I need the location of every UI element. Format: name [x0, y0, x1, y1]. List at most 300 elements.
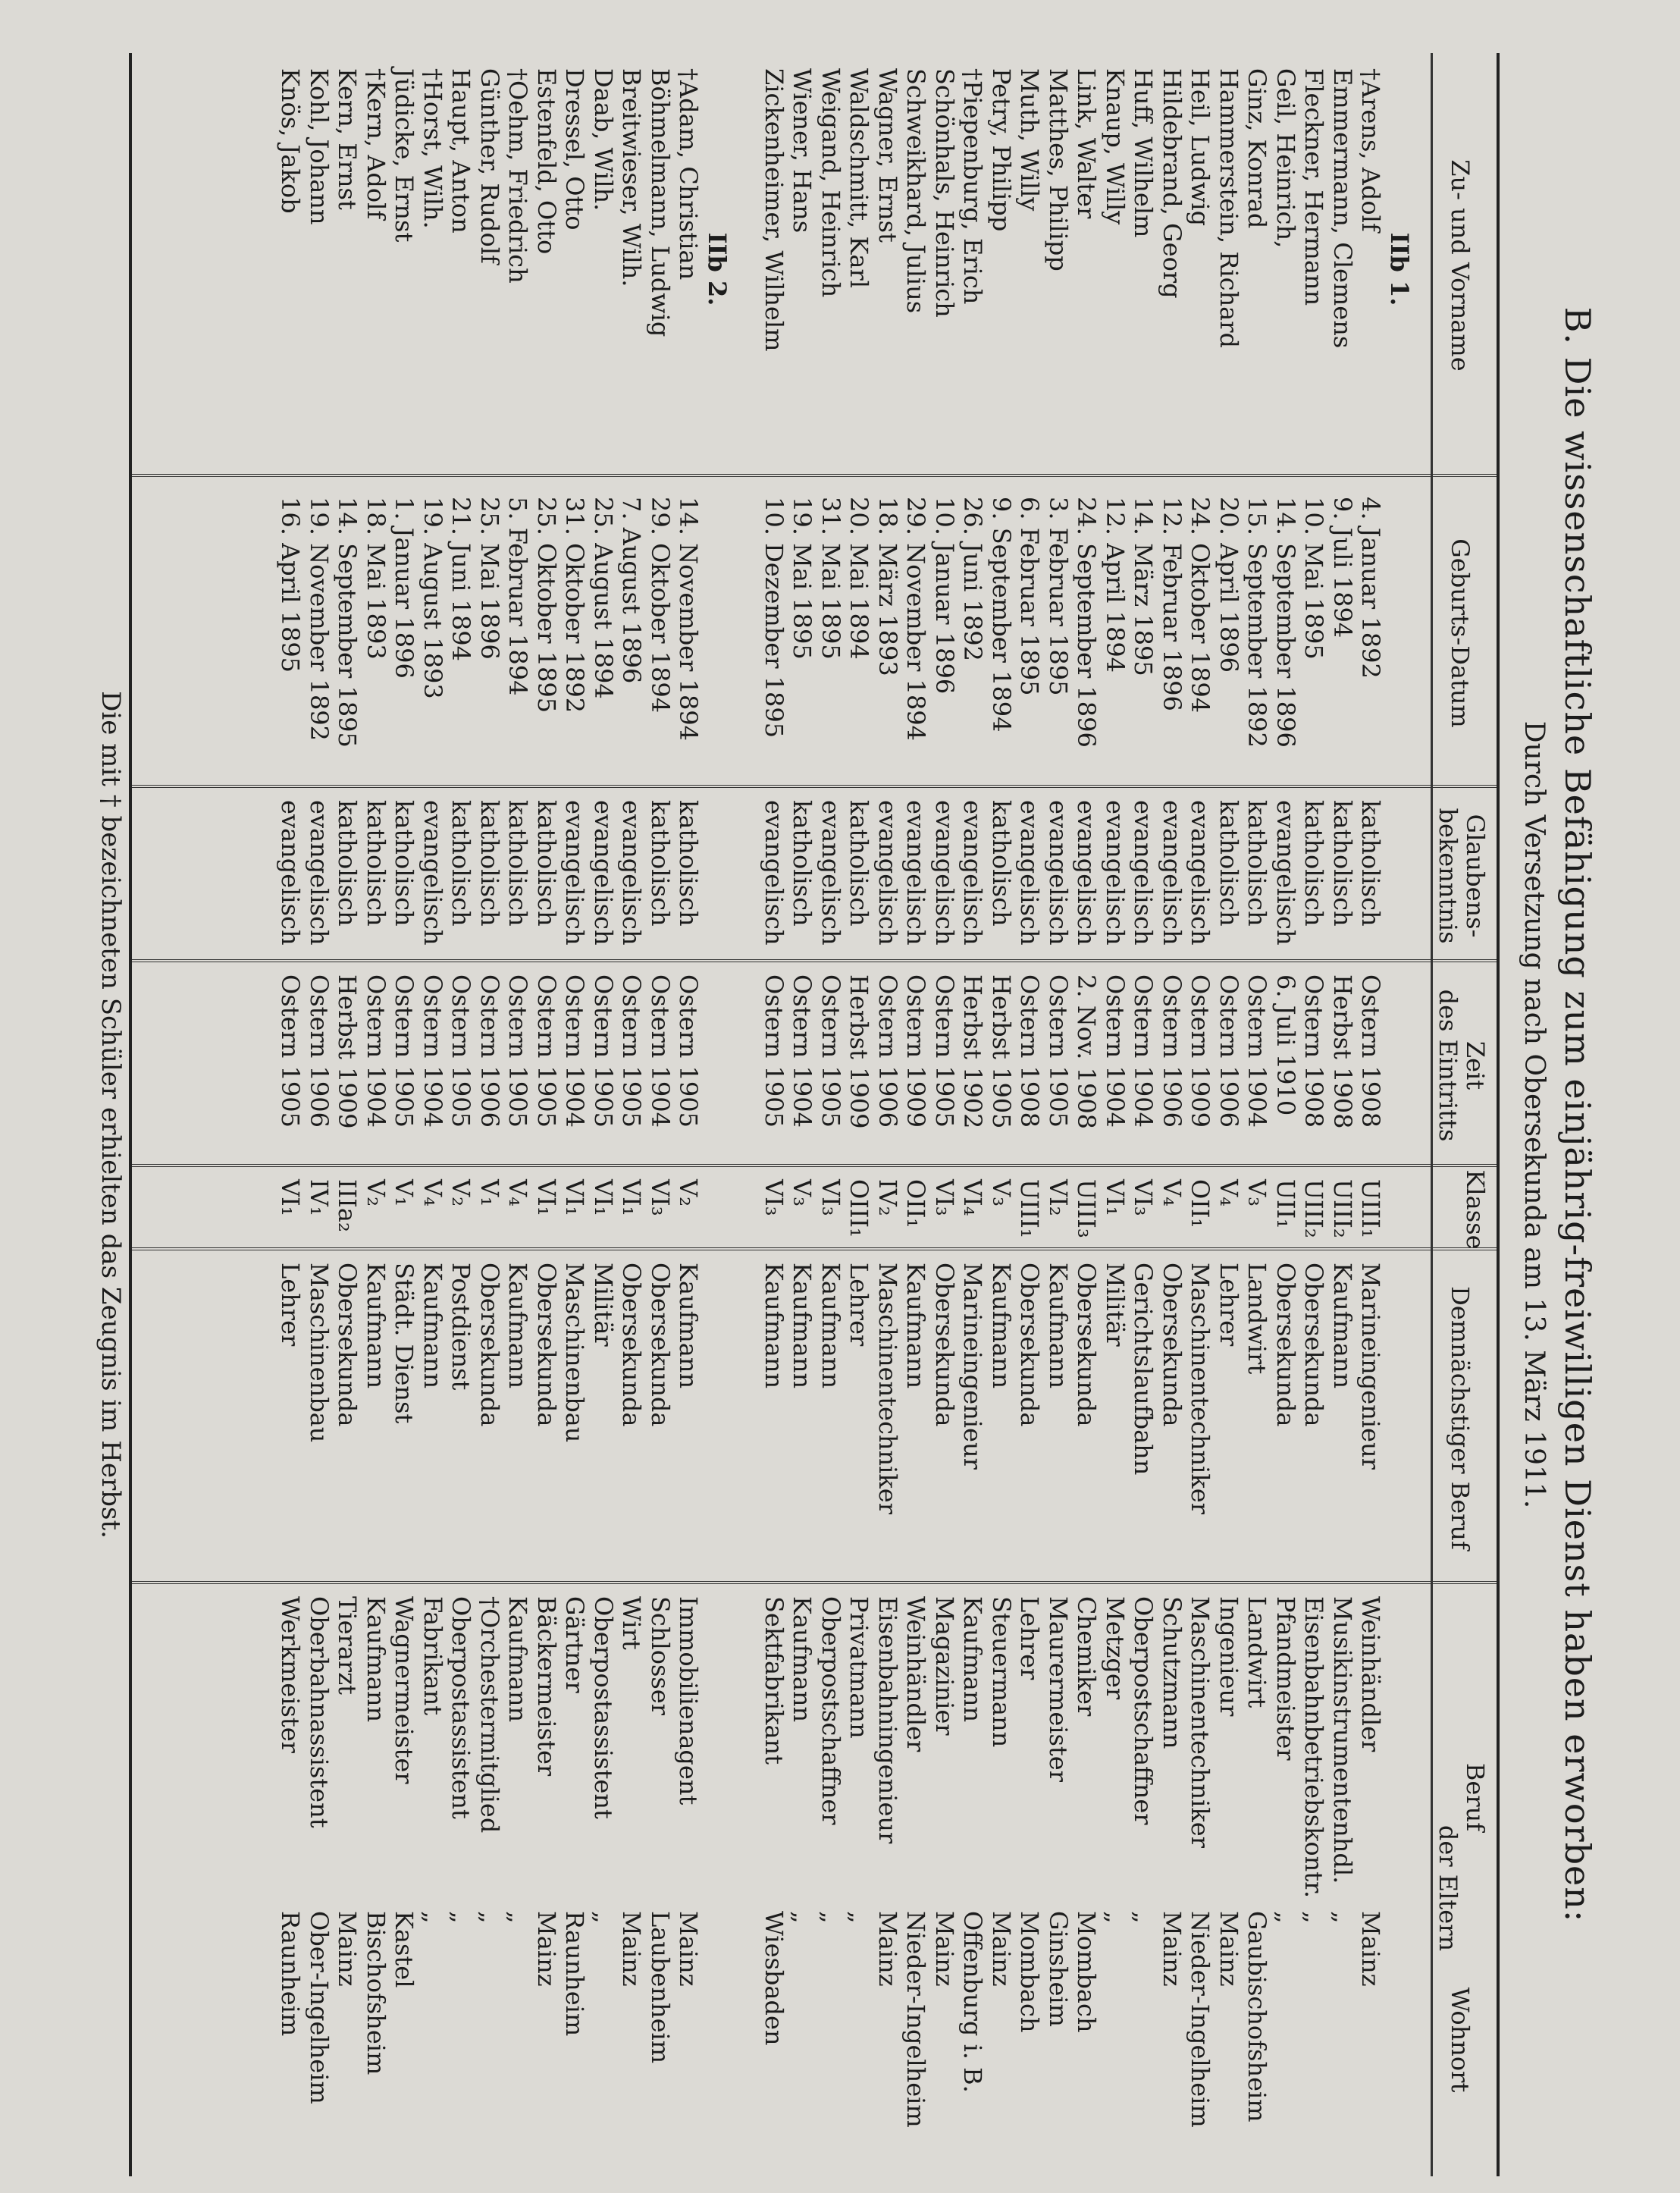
- section-gap: [731, 68, 760, 470]
- section-spacer: [1385, 1911, 1414, 2169]
- header-rule: [1431, 53, 1433, 2176]
- cell-residence: Kastel: [390, 1911, 419, 1988]
- cell-entry: Ostern 1905: [503, 974, 533, 1128]
- cell-name: †Arens, Adolf: [1356, 68, 1386, 232]
- header-religion-line1: Glaubens-: [1461, 814, 1490, 938]
- cell-religion: evangelisch: [958, 800, 988, 946]
- cell-religion: evangelisch: [1158, 800, 1186, 946]
- cell-entry: Ostern 1908: [1015, 974, 1045, 1128]
- cell-klasse: IIIa₂: [333, 1179, 362, 1232]
- cell-birth: 15. September 1892: [1243, 497, 1272, 748]
- cell-religion: katholisch: [1215, 800, 1243, 927]
- cell-religion: evangelisch: [901, 800, 931, 946]
- section-label: IIb 2.: [703, 232, 732, 306]
- column-rule-4: [132, 1164, 1497, 1167]
- cell-career: Marineingenieur: [958, 1263, 988, 1470]
- cell-entry: Ostern 1905: [674, 974, 704, 1128]
- cell-birth: 31. Mai 1895: [816, 497, 845, 660]
- cell-religion: katholisch: [788, 800, 817, 927]
- section-gap: [731, 800, 760, 959]
- cell-birth: 25. Oktober 1895: [532, 497, 561, 714]
- cell-career: Kaufmann: [901, 1263, 931, 1389]
- cell-name: Daab, Wilh.: [589, 68, 618, 212]
- cell-religion: evangelisch: [305, 800, 334, 946]
- cell-entry: Ostern 1904: [362, 974, 390, 1128]
- cell-klasse: VI₄: [958, 1179, 988, 1216]
- cell-career: Obersekunda: [1015, 1263, 1045, 1427]
- cell-religion: evangelisch: [1186, 800, 1215, 946]
- cell-religion: katholisch: [532, 800, 561, 927]
- cell-klasse: V₃: [788, 1179, 817, 1206]
- cell-career: Lehrer: [845, 1263, 874, 1347]
- cell-religion: katholisch: [845, 800, 874, 927]
- cell-birth: 9. Juli 1894: [1328, 497, 1357, 638]
- cell-career: Kaufmann: [1328, 1263, 1357, 1389]
- cell-parent: Weinhändler: [1356, 1596, 1386, 1752]
- cell-name: Wagner, Ernst: [873, 68, 902, 243]
- cell-parent: Schlosser: [646, 1596, 675, 1716]
- cell-residence: Offenburg i. B.: [958, 1911, 988, 2093]
- cell-entry: Ostern 1909: [901, 974, 931, 1128]
- cell-name: Dressel, Otto: [560, 68, 590, 231]
- section-gap: [731, 1179, 760, 1247]
- cell-klasse: VI₁: [560, 1179, 590, 1216]
- cell-entry: Ostern 1904: [646, 974, 675, 1128]
- cell-career: Landwirt: [1243, 1263, 1272, 1375]
- cell-klasse: UIII₁: [1015, 1179, 1045, 1238]
- cell-parent: Weinhändler: [901, 1596, 931, 1752]
- cell-religion: katholisch: [674, 800, 704, 927]
- cell-parent: Kaufmann: [362, 1596, 390, 1723]
- cell-residence: Ginsheim: [1044, 1911, 1073, 2027]
- cell-career: Maschinentechniker: [873, 1263, 902, 1514]
- cell-entry: Ostern 1904: [418, 974, 447, 1128]
- cell-parent: Immobilienagent: [674, 1596, 704, 1806]
- cell-entry: Ostern 1904: [1101, 974, 1130, 1128]
- section-spacer: [703, 1263, 732, 1581]
- cell-entry: Ostern 1905: [532, 974, 561, 1128]
- cell-religion: katholisch: [1328, 800, 1357, 927]
- section-spacer: [703, 974, 732, 1164]
- cell-parent: Fabrikant: [418, 1596, 447, 1716]
- cell-religion: katholisch: [475, 800, 504, 927]
- cell-name: Waldschmitt, Karl: [845, 68, 874, 289]
- cell-residence: Mainz: [930, 1911, 959, 1987]
- cell-klasse: V₄: [1215, 1179, 1243, 1206]
- header-birth-label: Geburts-Datum: [1446, 538, 1475, 728]
- cell-parent: Oberpostschaffner: [1129, 1596, 1158, 1825]
- cell-entry: Ostern 1908: [1299, 974, 1329, 1128]
- cell-religion: evangelisch: [589, 800, 618, 946]
- cell-residence: Mainz: [674, 1911, 704, 1987]
- cell-birth: 21. Juni 1894: [447, 497, 476, 661]
- cell-entry: Ostern 1905: [447, 974, 476, 1128]
- cell-residence: Raunheim: [276, 1911, 306, 2037]
- cell-entry: Ostern 1904: [560, 974, 590, 1128]
- header-parent-line2: der Eltern: [1434, 1824, 1462, 1952]
- cell-entry: Herbst 1908: [1328, 974, 1357, 1129]
- header-class: [1462, 1168, 1489, 1251]
- section-gap: [731, 974, 760, 1164]
- cell-career: Militär: [589, 1263, 618, 1347]
- cell-residence: „: [816, 1911, 845, 1924]
- cell-religion: evangelisch: [560, 800, 590, 946]
- cell-name: Knaup, Willy: [1101, 68, 1130, 225]
- cell-klasse: VI₁: [589, 1179, 618, 1216]
- cell-parent: Kaufmann: [958, 1596, 988, 1723]
- cell-residence: „: [1271, 1911, 1300, 1924]
- section-spacer: [1385, 800, 1414, 959]
- cell-parent: Landwirt: [1243, 1596, 1272, 1708]
- section-spacer: [703, 800, 732, 959]
- section-spacer: [703, 497, 732, 785]
- cell-name: †Adam, Christian: [674, 68, 704, 281]
- cell-name: †Horst, Wilh.: [418, 68, 447, 229]
- cell-name: Knös, Jakob: [276, 68, 306, 214]
- cell-name: †Kern, Adolf: [362, 68, 390, 220]
- cell-religion: evangelisch: [1072, 800, 1102, 946]
- cell-parent: †Orchestermitglied: [475, 1596, 504, 1834]
- page-title: B. Die wissenschaftliche Befähigung zum einjährig-freiwilligen Dienst haben erworben:: [1557, 306, 1598, 1923]
- cell-career: Kaufmann: [816, 1263, 845, 1389]
- cell-religion: evangelisch: [1271, 800, 1300, 946]
- cell-entry: Ostern 1905: [617, 974, 647, 1128]
- cell-klasse: V₄: [503, 1179, 533, 1206]
- cell-residence: „: [503, 1911, 533, 1924]
- cell-residence: „: [1328, 1911, 1357, 1924]
- cell-klasse: VI₂: [1044, 1179, 1073, 1216]
- cell-residence: Mainz: [987, 1911, 1016, 1987]
- cell-residence: Mainz: [1356, 1911, 1386, 1987]
- cell-klasse: VI₁: [532, 1179, 561, 1216]
- section-gap: [731, 497, 760, 785]
- cell-religion: katholisch: [390, 800, 419, 927]
- cell-parent: Steuermann: [987, 1596, 1016, 1748]
- cell-birth: 29. November 1894: [901, 497, 931, 742]
- cell-entry: Ostern 1904: [1243, 974, 1272, 1128]
- cell-name: Muth, Willy: [1015, 68, 1045, 212]
- cell-career: Obersekunda: [1158, 1263, 1186, 1427]
- cell-religion: katholisch: [1356, 800, 1386, 927]
- cell-klasse: V₄: [418, 1179, 447, 1206]
- cell-entry: Herbst 1902: [958, 974, 988, 1129]
- cell-entry: Ostern 1905: [1044, 974, 1073, 1128]
- cell-birth: 19. November 1892: [305, 497, 334, 742]
- cell-klasse: V₂: [362, 1179, 390, 1206]
- cell-parent: Ingenieur: [1215, 1596, 1243, 1717]
- cell-birth: 12. Februar 1896: [1158, 497, 1186, 711]
- cell-parent: Magazinier: [930, 1596, 959, 1736]
- cell-klasse: VI₁: [1101, 1179, 1130, 1216]
- cell-entry: Ostern 1905: [390, 974, 419, 1128]
- header-entry-line1: Zeit: [1461, 1040, 1490, 1090]
- cell-parent: Lehrer: [1015, 1596, 1045, 1680]
- cell-career: Gerichtslaufbahn: [1129, 1263, 1158, 1476]
- cell-klasse: V₄: [1158, 1179, 1186, 1206]
- cell-klasse: OII₁: [901, 1179, 931, 1228]
- cell-career: Kaufmann: [503, 1263, 533, 1389]
- cell-entry: Ostern 1906: [873, 974, 902, 1128]
- cell-entry: Ostern 1905: [760, 974, 788, 1128]
- cell-entry: Ostern 1905: [589, 974, 618, 1128]
- column-rule-2: [132, 785, 1497, 788]
- cell-birth: 4. Januar 1892: [1356, 497, 1386, 679]
- cell-birth: 29. Oktober 1894: [646, 497, 675, 714]
- cell-birth: 20. Mai 1894: [845, 497, 874, 660]
- cell-parent: Oberpostassistent: [447, 1596, 476, 1819]
- cell-birth: 6. Februar 1895: [1015, 497, 1045, 696]
- cell-name: Breitwieser, Wilh.: [617, 68, 647, 287]
- cell-klasse: V₁: [390, 1179, 419, 1206]
- cell-entry: Herbst 1909: [845, 974, 874, 1129]
- cell-birth: 5. Februar 1894: [503, 497, 533, 696]
- header-religion: [1434, 789, 1489, 963]
- cell-religion: katholisch: [503, 800, 533, 927]
- cell-birth: 14. März 1895: [1129, 497, 1158, 676]
- cell-career: Obersekunda: [930, 1263, 959, 1427]
- cell-parent: Wirt: [617, 1596, 647, 1650]
- cell-klasse: UIII₂: [1328, 1179, 1357, 1238]
- cell-klasse: UII₁: [1271, 1179, 1300, 1229]
- cell-religion: evangelisch: [1044, 800, 1073, 946]
- col-entry: [276, 974, 1413, 1164]
- col-class: [276, 1179, 1413, 1247]
- cell-religion: katholisch: [1243, 800, 1272, 927]
- cell-residence: Mainz: [617, 1911, 647, 1987]
- cell-religion: evangelisch: [1129, 800, 1158, 946]
- cell-parent: Wagnermeister: [390, 1596, 419, 1784]
- cell-entry: Herbst 1905: [987, 974, 1016, 1129]
- cell-career: Obersekunda: [532, 1263, 561, 1427]
- cell-klasse: IV₂: [873, 1179, 902, 1216]
- cell-name: Link, Walter: [1072, 68, 1102, 219]
- cell-name: Petry, Philipp: [987, 68, 1016, 232]
- cell-klasse: VI₃: [816, 1179, 845, 1216]
- cell-career: Kaufmann: [1044, 1263, 1073, 1389]
- cell-entry: Ostern 1905: [930, 974, 959, 1128]
- cell-name: Kohl, Johann: [305, 68, 334, 225]
- cell-entry: Ostern 1906: [305, 974, 334, 1128]
- cell-career: Obersekunda: [333, 1263, 362, 1427]
- cell-career: Obersekunda: [1271, 1263, 1300, 1427]
- column-rule-5: [132, 1247, 1497, 1250]
- section-label: IIb 1.: [1385, 232, 1414, 306]
- cell-residence: Mombach: [1015, 1911, 1045, 2033]
- header-entry: [1434, 963, 1489, 1168]
- cell-residence: Raunheim: [560, 1911, 590, 2037]
- cell-parent: Chemiker: [1072, 1596, 1102, 1717]
- cell-klasse: V₂: [447, 1179, 476, 1206]
- cell-birth: 24. Oktober 1894: [1186, 497, 1215, 714]
- footnote: Die mit † bezeichneten Schüler erhielten das Zeugnis im Herbst.: [96, 691, 126, 1539]
- cell-name: Jüdicke, Ernst: [390, 68, 419, 243]
- cell-career: Kaufmann: [674, 1263, 704, 1389]
- cell-birth: 14. September 1895: [333, 497, 362, 748]
- cell-career: Kaufmann: [760, 1263, 788, 1389]
- cell-name: Geil, Heinrich,: [1271, 68, 1300, 249]
- cell-birth: 10. Januar 1896: [930, 497, 959, 695]
- cell-birth: 14. November 1894: [674, 497, 704, 742]
- column-rule-3: [132, 959, 1497, 962]
- cell-career: Kaufmann: [418, 1263, 447, 1389]
- cell-entry: Ostern 1904: [1129, 974, 1158, 1128]
- cell-career: Obersekunda: [475, 1263, 504, 1427]
- cell-klasse: V₂: [674, 1179, 704, 1206]
- column-rule-1: [132, 474, 1497, 477]
- cell-entry: 6. Juli 1910: [1271, 974, 1300, 1116]
- col-name: [276, 68, 1413, 470]
- cell-entry: Ostern 1904: [788, 974, 817, 1128]
- cell-birth: 26. Juni 1892: [958, 497, 988, 661]
- header-career: [1446, 1251, 1474, 1585]
- cell-name: Wiener, Hans: [788, 68, 817, 234]
- cell-parent: Oberpostschaffner: [816, 1596, 845, 1825]
- cell-religion: evangelisch: [276, 800, 306, 946]
- cell-religion: katholisch: [333, 800, 362, 927]
- cell-name: †Piepenburg, Erich: [958, 68, 988, 305]
- cell-klasse: V₃: [1243, 1179, 1272, 1206]
- section-spacer: [1385, 974, 1414, 1164]
- cell-entry: Ostern 1906: [1158, 974, 1186, 1128]
- cell-residence: Bischofsheim: [362, 1911, 390, 2075]
- cell-klasse: VI₃: [646, 1179, 675, 1216]
- cell-name: Fleckner, Hermann: [1299, 68, 1329, 306]
- header-parent-line1: Beruf: [1461, 1762, 1490, 1832]
- cell-residence: Mainz: [333, 1911, 362, 1987]
- cell-parent: Werkmeister: [276, 1596, 306, 1753]
- cell-birth: 10. Dezember 1895: [760, 497, 788, 739]
- section-spacer: [703, 1596, 732, 1900]
- cell-religion: evangelisch: [1101, 800, 1130, 946]
- cell-name: Heil, Ludwig: [1186, 68, 1215, 227]
- cell-career: Obersekunda: [646, 1263, 675, 1427]
- cell-klasse: OII₁: [1186, 1179, 1215, 1228]
- cell-name: Schönhals, Heinrich: [930, 68, 959, 318]
- cell-religion: evangelisch: [930, 800, 959, 946]
- cell-parent: Bäckermeister: [532, 1596, 561, 1777]
- cell-klasse: VI₁: [617, 1179, 647, 1216]
- col-religion: [276, 800, 1413, 959]
- cell-entry: Ostern 1909: [1186, 974, 1215, 1128]
- page-subtitle: Durch Versetzung nach Obersekunda am 13. März 1911.: [1519, 720, 1550, 1509]
- cell-career: Städt. Dienst: [390, 1263, 419, 1424]
- cell-career: Maschinenbau: [560, 1263, 590, 1443]
- cell-klasse: UIII₃: [1072, 1179, 1102, 1238]
- cell-klasse: VI₁: [276, 1179, 306, 1216]
- cell-religion: katholisch: [1299, 800, 1329, 927]
- cell-career: Kaufmann: [362, 1263, 390, 1389]
- cell-birth: 12. April 1894: [1101, 497, 1130, 673]
- cell-parent: Eisenbahningenieur: [873, 1596, 902, 1844]
- cell-name: Zickenheimer, Wilhelm: [760, 68, 788, 352]
- cell-residence: Laubenheim: [646, 1911, 675, 2064]
- header-residence-label: Wohnort: [1446, 1987, 1475, 2093]
- cell-religion: evangelisch: [816, 800, 845, 946]
- cell-birth: 18. März 1893: [873, 497, 902, 676]
- cell-residence: Mainz: [1158, 1911, 1186, 1987]
- section-spacer: [703, 1179, 732, 1247]
- section-gap: [731, 1911, 760, 2169]
- section-spacer: [703, 1911, 732, 2169]
- cell-entry: Ostern 1905: [276, 974, 306, 1128]
- cell-parent: Maschinentechniker: [1186, 1596, 1215, 1848]
- header-career-label: Demnächstiger Beruf: [1446, 1286, 1475, 1550]
- header-religion-line2: bekenntnis: [1434, 808, 1462, 944]
- cell-religion: katholisch: [362, 800, 390, 927]
- cell-parent: Tierarzt: [333, 1596, 362, 1695]
- cell-residence: Nieder-Ingelheim: [901, 1911, 931, 2128]
- cell-birth: 10. Mai 1895: [1299, 497, 1329, 660]
- cell-career: Kaufmann: [987, 1263, 1016, 1389]
- col-career: [276, 1263, 1413, 1581]
- cell-birth: 3. Februar 1895: [1044, 497, 1073, 696]
- section-spacer: [1385, 1596, 1414, 1900]
- cell-birth: 16. April 1895: [276, 497, 306, 673]
- cell-residence: Nieder-Ingelheim: [1186, 1911, 1215, 2128]
- cell-residence: Ober-Ingelheim: [305, 1911, 334, 2104]
- cell-residence: Mainz: [1215, 1911, 1243, 1987]
- col-residence: [276, 1911, 1413, 2169]
- cell-parent: Schutzmann: [1158, 1596, 1186, 1749]
- cell-religion: evangelisch: [418, 800, 447, 946]
- cell-residence: „: [475, 1911, 504, 1924]
- cell-residence: „: [447, 1911, 476, 1924]
- section-spacer: [1385, 1179, 1414, 1247]
- cell-klasse: VI₃: [930, 1179, 959, 1216]
- cell-birth: 9. September 1894: [987, 497, 1016, 733]
- cell-klasse: VI₃: [1129, 1179, 1158, 1216]
- column-rule-6: [132, 1581, 1497, 1584]
- cell-entry: Ostern 1908: [1356, 974, 1386, 1128]
- cell-klasse: V₁: [475, 1179, 504, 1206]
- cell-birth: 1. Januar 1896: [390, 497, 419, 679]
- cell-residence: Mombach: [1072, 1911, 1102, 2033]
- cell-name: Estenfeld, Otto: [532, 68, 561, 255]
- cell-name: Hildebrand, Georg: [1158, 68, 1186, 299]
- cell-residence: „: [1299, 1911, 1329, 1924]
- cell-career: Maschinenbau: [305, 1263, 334, 1443]
- header-residence: [1446, 1903, 1474, 2176]
- cell-birth: 20. April 1896: [1215, 497, 1243, 673]
- cell-birth: 14. September 1896: [1271, 497, 1300, 748]
- cell-parent: Metzger: [1101, 1596, 1130, 1700]
- cell-name: †Oehm, Friedrich: [503, 68, 533, 284]
- cell-career: Lehrer: [276, 1263, 306, 1347]
- cell-klasse: IV₁: [305, 1179, 334, 1216]
- cell-career: Obersekunda: [617, 1263, 647, 1427]
- cell-name: Hammerstein, Richard: [1215, 68, 1243, 349]
- cell-residence: „: [418, 1911, 447, 1924]
- header-name-label: Zu- und Vorname: [1446, 159, 1475, 372]
- cell-klasse: VI₃: [760, 1179, 788, 1216]
- cell-career: Militär: [1101, 1263, 1130, 1347]
- cell-residence: Mainz: [532, 1911, 561, 1987]
- cell-religion: evangelisch: [1015, 800, 1045, 946]
- cell-parent: Eisenbahnbetriebskontr.: [1299, 1596, 1329, 1899]
- cell-parent: Kaufmann: [503, 1596, 533, 1723]
- cell-klasse: V₃: [987, 1179, 1016, 1206]
- col-parent: [276, 1596, 1413, 1900]
- col-birth: [276, 497, 1413, 785]
- cell-name: Matthes, Philipp: [1044, 68, 1073, 271]
- cell-name: Huff, Wilhelm: [1129, 68, 1158, 238]
- cell-residence: „: [1129, 1911, 1158, 1924]
- cell-career: Marineingenieur: [1356, 1263, 1386, 1470]
- cell-name: Haupt, Anton: [447, 68, 476, 234]
- header-name: [1446, 53, 1474, 478]
- cell-religion: evangelisch: [873, 800, 902, 946]
- cell-entry: Ostern 1906: [1215, 974, 1243, 1128]
